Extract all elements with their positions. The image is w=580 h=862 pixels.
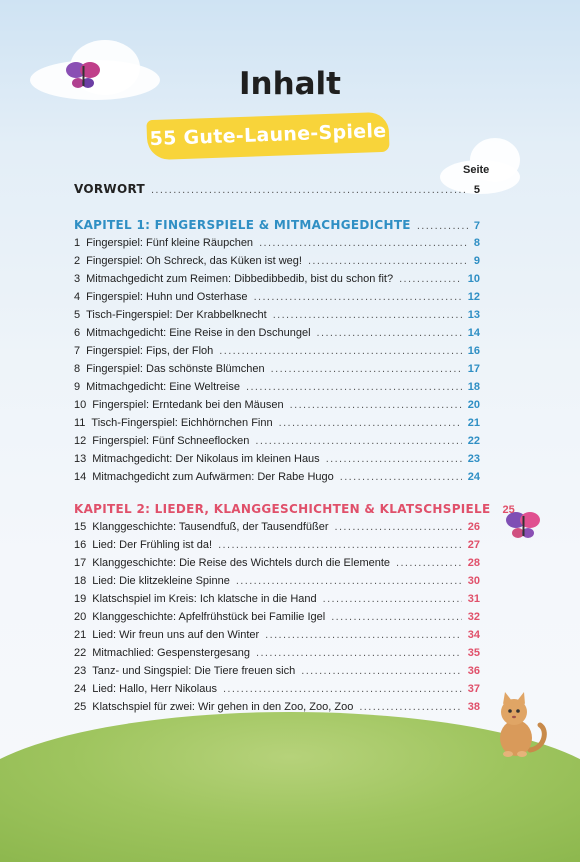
item-number: 20 [74, 611, 87, 623]
item-page: 20 [467, 399, 480, 411]
chapter-2-label: KAPITEL 2: LIEDER, KLANGGESCHICHTEN & KLATSCHSPIELE [74, 502, 491, 516]
toc-item[interactable] [74, 683, 480, 699]
item-page: 27 [467, 539, 480, 551]
leader-dots [417, 220, 468, 232]
item-page: 10 [467, 273, 480, 285]
item-page: 9 [473, 255, 480, 267]
toc-item[interactable] [74, 309, 480, 325]
toc-item[interactable] [74, 417, 480, 433]
toc-item[interactable] [74, 575, 480, 591]
item-page: 26 [467, 521, 480, 533]
leader-dots [273, 309, 462, 321]
item-title: Tanz- und Singspiel: Die Tiere freuen sich [92, 665, 296, 677]
item-number: 24 [74, 683, 87, 695]
toc-item[interactable] [74, 701, 480, 717]
toc-item[interactable] [74, 399, 480, 415]
item-page: 12 [467, 291, 480, 303]
toc-item[interactable] [74, 435, 480, 451]
item-page: 21 [467, 417, 480, 429]
item-number: 13 [74, 453, 87, 465]
item-number: 3 [74, 273, 81, 285]
item-page: 35 [467, 647, 480, 659]
toc-item[interactable] [74, 453, 480, 469]
item-number: 14 [74, 471, 87, 483]
item-title: Klatschspiel für zwei: Wir gehen in den Zoo, Zoo, Zoo [92, 701, 354, 713]
item-title: Klanggeschichte: Tausendfuß, der Tausendfüßer [92, 521, 329, 533]
item-number: 21 [74, 629, 87, 641]
item-title: Fingerspiel: Fips, der Floh [86, 345, 214, 357]
item-title: Fingerspiel: Erntedank bei den Mäusen [92, 399, 284, 411]
leader-dots [246, 381, 462, 393]
leader-dots [151, 184, 467, 196]
item-title: Fingerspiel: Fünf Schneeflocken [92, 435, 250, 447]
item-page: 31 [467, 593, 480, 605]
leader-dots [308, 255, 468, 267]
leader-dots [326, 453, 462, 465]
leader-dots [219, 345, 461, 357]
item-title: Klatschspiel im Kreis: Ich klatsche in die Hand [92, 593, 317, 605]
leader-dots [399, 273, 462, 285]
item-number: 4 [74, 291, 81, 303]
item-page: 24 [467, 471, 480, 483]
toc-vorwort[interactable] [74, 182, 480, 198]
toc-item[interactable] [74, 471, 480, 487]
item-page: 22 [467, 435, 480, 447]
page-title: Inhalt [238, 66, 342, 102]
toc-vorwort-label: VORWORT [74, 182, 145, 196]
item-page: 16 [467, 345, 480, 357]
toc-item[interactable] [74, 539, 480, 555]
item-title: Fingerspiel: Oh Schreck, das Küken ist weg! [86, 255, 302, 267]
leader-dots [335, 521, 462, 533]
leader-dots [256, 647, 462, 659]
toc-item[interactable] [74, 363, 480, 379]
seite-label: Seite [463, 164, 490, 176]
toc-item[interactable] [74, 237, 480, 253]
item-number: 5 [74, 309, 81, 321]
item-page: 23 [467, 453, 480, 465]
toc-item[interactable] [74, 647, 480, 663]
leader-dots [359, 701, 461, 713]
toc-item[interactable] [74, 345, 480, 361]
item-number: 23 [74, 665, 87, 677]
leader-dots [265, 629, 462, 641]
leader-dots [340, 471, 462, 483]
chapter-1-page: 7 [473, 220, 480, 232]
item-number: 17 [74, 557, 87, 569]
item-title: Mitmachgedicht: Der Nikolaus im kleinen Haus [92, 453, 320, 465]
item-page: 28 [467, 557, 480, 569]
leader-dots [396, 557, 462, 569]
leader-dots [223, 683, 462, 695]
item-page: 17 [467, 363, 480, 375]
item-page: 37 [467, 683, 480, 695]
leader-dots [218, 539, 462, 551]
leader-dots [271, 363, 462, 375]
toc-item[interactable] [74, 665, 480, 681]
toc-item[interactable] [74, 593, 480, 609]
toc-item[interactable] [74, 255, 480, 271]
item-title: Fingerspiel: Das schönste Blümchen [86, 363, 265, 375]
chapter-1-label: KAPITEL 1: FINGERSPIELE & MITMACHGEDICHTE [74, 218, 411, 232]
leader-dots [279, 417, 462, 429]
item-title: Lied: Hallo, Herr Nikolaus [92, 683, 217, 695]
toc-item[interactable] [74, 327, 480, 343]
item-number: 1 [74, 237, 81, 249]
item-page: 38 [467, 701, 480, 713]
item-title: Mitmachgedicht: Eine Reise in den Dschungel [86, 327, 311, 339]
toc-item[interactable] [74, 521, 480, 537]
toc-item[interactable] [74, 273, 480, 289]
item-page: 36 [467, 665, 480, 677]
toc-item[interactable] [74, 291, 480, 307]
leader-dots [255, 435, 461, 447]
item-page: 34 [467, 629, 480, 641]
item-page: 30 [467, 575, 480, 587]
toc-chapter-2[interactable] [74, 502, 515, 518]
leader-dots [236, 575, 462, 587]
item-number: 22 [74, 647, 87, 659]
leader-dots [254, 291, 462, 303]
cat-icon [490, 690, 550, 760]
leader-dots [331, 611, 462, 623]
item-number: 18 [74, 575, 87, 587]
toc-item[interactable] [74, 611, 480, 627]
item-title: Tisch-Fingerspiel: Der Krabbelknecht [86, 309, 267, 321]
leader-dots [301, 665, 462, 677]
leader-dots [259, 237, 468, 249]
item-title: Lied: Die klitzekleine Spinne [92, 575, 230, 587]
toc-chapter-1[interactable] [74, 218, 480, 234]
item-number: 8 [74, 363, 81, 375]
item-title: Tisch-Fingerspiel: Eichhörnchen Finn [91, 417, 273, 429]
leader-dots [290, 399, 462, 411]
chapter-2-page: 25 [502, 504, 515, 516]
item-title: Mitmachlied: Gespenstergesang [92, 647, 250, 659]
item-number: 10 [74, 399, 87, 411]
item-title: Lied: Wir freun uns auf den Winter [92, 629, 260, 641]
subtitle: 55 Gute-Laune-Spiele [149, 119, 387, 151]
item-number: 16 [74, 539, 87, 551]
item-title: Mitmachgedicht: Eine Weltreise [86, 381, 240, 393]
item-title: Mitmachgedicht zum Aufwärmen: Der Rabe Hugo [92, 471, 334, 483]
item-page: 32 [467, 611, 480, 623]
item-number: 19 [74, 593, 87, 605]
leader-dots [317, 327, 462, 339]
item-number: 12 [74, 435, 87, 447]
item-number: 2 [74, 255, 81, 267]
item-title: Klanggeschichte: Die Reise des Wichtels durch die Elemente [92, 557, 391, 569]
toc-item[interactable] [74, 629, 480, 645]
item-page: 14 [467, 327, 480, 339]
item-number: 6 [74, 327, 81, 339]
item-title: Mitmachgedicht zum Reimen: Dibbedibbedib, bist du schon fit? [86, 273, 394, 285]
item-number: 25 [74, 701, 87, 713]
item-title: Fingerspiel: Huhn und Osterhase [86, 291, 248, 303]
toc-item[interactable] [74, 381, 480, 397]
item-number: 15 [74, 521, 87, 533]
item-title: Klanggeschichte: Apfelfrühstück bei Familie Igel [92, 611, 326, 623]
item-page: 18 [467, 381, 480, 393]
toc-vorwort-page: 5 [473, 184, 480, 196]
leader-dots [323, 593, 462, 605]
item-number: 7 [74, 345, 81, 357]
item-page: 8 [473, 237, 480, 249]
item-page: 13 [467, 309, 480, 321]
toc-item[interactable] [74, 557, 480, 573]
item-title: Fingerspiel: Fünf kleine Räupchen [86, 237, 254, 249]
item-number: 9 [74, 381, 81, 393]
item-number: 11 [74, 417, 86, 429]
item-title: Lied: Der Frühling ist da! [92, 539, 213, 551]
